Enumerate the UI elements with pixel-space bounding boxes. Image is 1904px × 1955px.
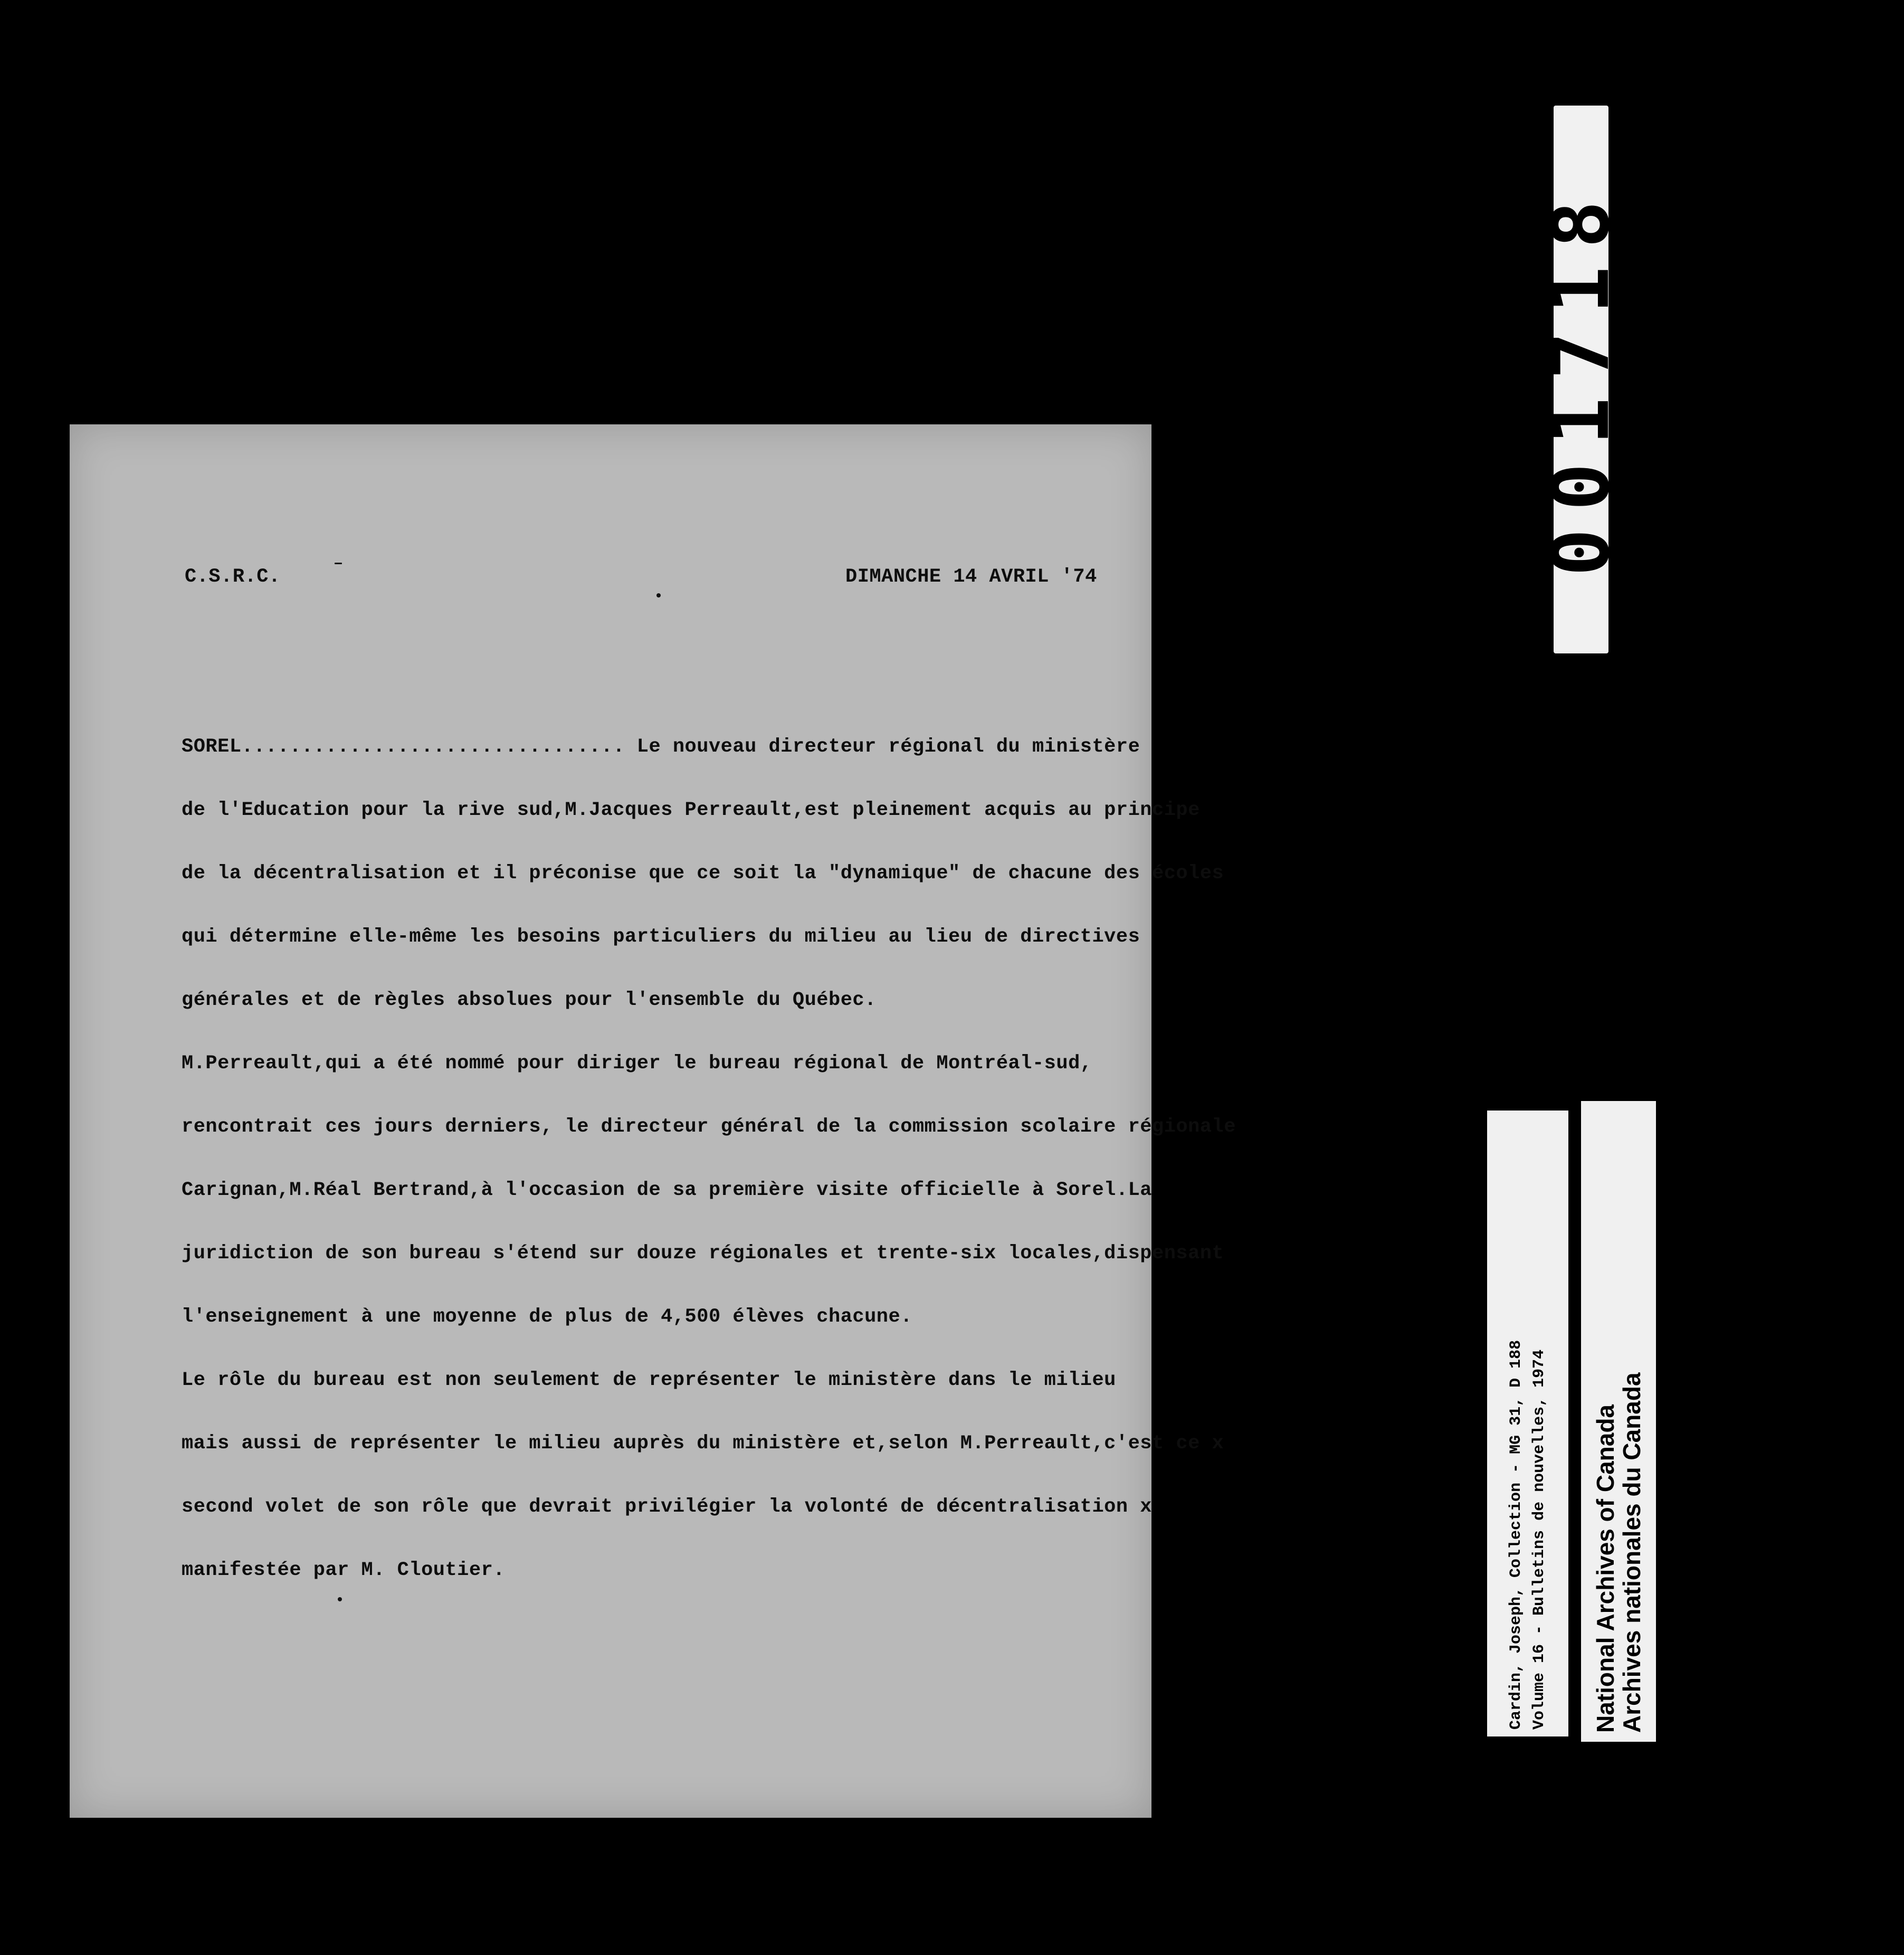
- header-organization: C.S.R.C.: [185, 566, 281, 588]
- body-line: second volet de son rôle que devrait privilégier la volonté de décentralisation x: [182, 1496, 1152, 1518]
- paper-speck: [656, 593, 661, 597]
- archives-label: [1581, 1101, 1656, 1742]
- body-line: Carignan,M.Réal Bertrand,à l'occasion de sa première visite officielle à Sorel.La: [182, 1179, 1152, 1201]
- body-line: de l'Education pour la rive sud,M.Jacques Perreault,est pleinement acquis au principe: [182, 799, 1200, 821]
- body-line: M.Perreault,qui a été nommé pour diriger le bureau régional de Montréal-sud,: [182, 1052, 1092, 1075]
- citation-line-collection: Cardin, Joseph, Collection - MG 31, D 188: [1507, 1340, 1525, 1730]
- frame-number: 001718: [1535, 183, 1627, 576]
- body-line: SOREL................................ Le nouveau directeur régional du ministère: [182, 736, 1140, 758]
- body-line: Le rôle du bureau est non seulement de représenter le ministère dans le milieu: [182, 1369, 1116, 1391]
- body-line: juridiction de son bureau s'étend sur douze régionales et trente-six locales,dispensant: [182, 1242, 1224, 1265]
- frame-number-strip: [1535, 106, 1627, 653]
- archives-line-english: National Archives of Canada: [1592, 1404, 1619, 1733]
- body-line: mais aussi de représenter le milieu auprès du ministère et,selon M.Perreault,c'est ce x: [182, 1432, 1224, 1455]
- paper-speck: [335, 563, 342, 564]
- body-line: qui détermine elle-même les besoins particuliers du milieu au lieu de directives: [182, 926, 1140, 948]
- citation-line-volume: Volume 16 - Bulletins de nouvelles, 1974: [1530, 1349, 1548, 1730]
- citation-label: [1487, 1111, 1568, 1736]
- body-line: de la décentralisation et il préconise que ce soit la "dynamique" de chacune des écoles: [182, 862, 1224, 885]
- archives-text: [1592, 1110, 1645, 1733]
- typewritten-page: [70, 424, 1236, 1818]
- archives-line-french: Archives nationales du Canada: [1618, 1372, 1645, 1733]
- body-line: générales et de règles absolues pour l'ensemble du Québec.: [182, 989, 877, 1011]
- paper-speck: [338, 1597, 342, 1601]
- header-date: DIMANCHE 14 AVRIL '74: [845, 566, 1097, 588]
- citation-text: [1505, 1117, 1551, 1730]
- body-line: manifestée par M. Cloutier.: [182, 1559, 505, 1581]
- body-line: rencontrait ces jours derniers, le directeur général de la commission scolaire régionale: [182, 1116, 1236, 1138]
- body-line: l'enseignement à une moyenne de plus de 4,500 élèves chacune.: [182, 1306, 912, 1328]
